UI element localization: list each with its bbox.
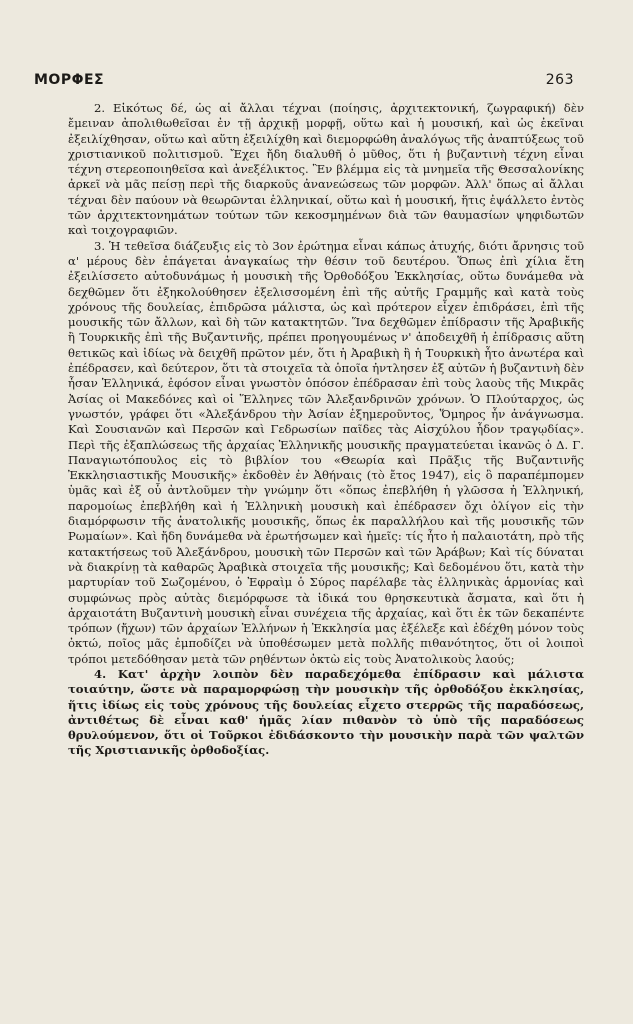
journal-title: ΜΟΡΦΕΣ: [34, 72, 105, 88]
running-header: [34, 72, 574, 88]
paragraph-3: 3. Ἡ τεθεῖσα διάζευξις εἰς τὸ 3ον ἐρώτημα εἶναι κάπως ἀτυχής, διότι ἄρνησις τοῦ α' μέρους δὲν ἐπάγεται ἀναγκαίως τὴν θέσιν τοῦ δευτέρου. Ὅπως ἐπὶ χίλια ἔτη ἐξειλίσσετο αὐτοδυνάμως ἡ μουσικὴ τῆς Ὀρθοδόξου Ἐκκλησίας, οὕτω δυνάμεθα νὰ δεχθῶμεν ὅτι ἐξηκολούθησεν ἐξελισσομένη ἐπὶ τῆς αὐτῆς Γραμμῆς καὶ κατὰ τοὺς χρόνους τῆς δουλείας, ἐπιδρῶσα μάλιστα, ὡς καὶ πρότερον εἶχεν ἐπιδράσει, ἐπὶ τῆς μουσικῆς τῶν ἄλλων, καὶ δὴ τῶν κατακτητῶν. Ἵνα δεχθῶμεν ἐπίδρασιν τῆς Ἀραβικῆς ἢ Τουρκικῆς ἐπὶ τῆς Βυζαντινῆς, πρέπει προηγουμένως ν' ἀποδειχθῆ ἡ ἐπίδρασις αὕτη θετικῶς καὶ ἰδίως νὰ δειχθῆ πρῶτον μέν, ὅτι ἡ Ἀραβικὴ ἢ ἡ Τουρκικὴ ἦτο ἀνωτέρα καὶ ἐπέδρασεν, καὶ δεύτερον, ὅτι τὰ στοιχεῖα τὰ ὁποῖα ἠντλησεν ἐξ αὐτῶν ἡ βυζαντινὴ δὲν ἦσαν Ἑλληνικά, ἐφόσον εἶναι γνωστὸν ὁπόσον ἐπέδρασαν ἐπὶ τοὺς λαοὺς τῆς Μικρᾶς Ἀσίας οἱ Μακεδόνες καὶ οἱ Ἕλληνες τῶν Ἀλεξανδρινῶν χρόνων. Ὁ Πλούταρχος, ὡς γνωστόν, γράφει ὅτι «Ἀλεξάνδρου τὴν Ἀσίαν ἐξημεροῦντος, Ὅμηρος ἦν ἀνάγνωσμα. Καὶ Σουσιανῶν καὶ Περσῶν καὶ Γεδρωσίων παῖδες τὰς Αἰσχύλου ἦδον τραγῳδίας». Περὶ τῆς ἐξαπλώσεως τῆς ἀρχαίας Ἑλληνικῆς μουσικῆς πραγματεύεται ἱκανῶς ὁ Δ. Γ. Παναγιωτόπουλος εἰς τὸ βιβλίον του «Θεωρία καὶ Πρᾶξις τῆς Βυζαντινῆς Ἐκκλησιαστικῆς Μουσικῆς» ἐκδοθὲν ἐν Ἀθήναις (τὸ ἔτος 1947), εἰς ὃ παραπέμπομεν ὑμᾶς καὶ ἐξ οὗ ἀντλοῦμεν τὴν γνώμην ὅτι «ὅπως ἐπεβλήθη ἡ γλῶσσα ἡ Ἑλληνική, παρομοίως ἐπεβλήθη καὶ ἡ Ἑλληνικὴ μουσικὴ καὶ ἐπέδρασεν ὄχι ὀλίγον εἰς τὴν διαμόρφωσιν τῆς ἀνατολικῆς μουσικῆς, ὅπως ἐκ παραλλήλου καὶ τῆς μουσικῆς τῶν Ρωμαίων». Καὶ ἤδη δυνάμεθα νὰ ἐρωτήσωμεν καὶ ἡμεῖς: τίς ἦτο ἡ παλαιοτάτη, πρὸ τῆς κατακτήσεως τοῦ Ἀλεξάνδρου, μουσικὴ τῶν Περσῶν καὶ τῶν Ἀράβων; Καὶ τίς δύναται νὰ διακρίνῃ τὰ καθαρῶς Ἀραβικὰ στοιχεῖα τῆς μουσικῆς; Καὶ δεδομένου ὅτι, κατὰ τὴν μαρτυρίαν τοῦ Σωζομένου, ὁ Ἐφραὶμ ὁ Σύρος παρέλαβε τὰς ἑλληνικὰς ἁρμονίας καὶ συμφώνως πρὸς αὐτὰς διεμόρφωσε τὰ ἰδικά του θρησκευτικὰ ἄσματα, καὶ ὅτι ἡ ἀρχαιοτάτη Βυζαντινὴ μουσικὴ εἶναι συνέχεια τῆς ἀρχαίας, καὶ ὅτι ἐκ τῶν δεκαπέντε τρόπων (ἤχων) τῶν ἀρχαίων Ἑλλήνων ἡ Ἐκκλησία μας ἐξέλεξε καὶ ἐδέχθη μόνον τοὺς ὀκτώ, ποῖος μᾶς ἐμποδίζει νὰ ὑποθέσωμεν μετὰ πολλῆς πιθανότητος, ὅτι οἱ λοιποὶ τρόποι μετεδόθησαν μετὰ τῶν ρηθέντων ὀκτὼ εἰς τοὺς Ἀνατολικοὺς λαούς;: [68, 238, 584, 666]
page-number: 263: [545, 72, 574, 88]
paragraph-4: 4. Κατ' ἀρχὴν λοιπὸν δὲν παραδεχόμεθα ἐπίδρασιν καὶ μάλιστα τοιαύτην, ὥστε νὰ παραμορφώσῃ τὴν μουσικὴν τῆς ὀρθοδόξου ἐκκλησίας, ἥτις ἰδίως εἰς τοὺς χρόνους τῆς δουλείας εἶχετο στερρῶς τῆς παραδόσεως, ἀντιθέτως δὲ εἶναι καθ' ἡμᾶς λίαν πιθανὸν τὸ ὑπὸ τῆς παραδόσεως θρυλούμενον, ὅτι οἱ Τοῦρκοι ἐδιδάσκοντο τὴν μουσικὴν παρὰ τῶν ψαλτῶν τῆς Χριστιανικῆς ὀρθοδοξίας.: [68, 666, 584, 758]
paragraph-2: 2. Εἰκότως δέ, ὡς αἱ ἄλλαι τέχναι (ποίησις, ἀρχιτεκτονική, ζωγραφική) δὲν ἔμειναν ἀπολιθωθεῖσαι ἐν τῇ ἀρχικῇ μορφῇ, οὕτω καὶ ἡ μουσική, καὶ ὡς ἐκεῖναι ἐξειλίχθησαν, οὕτω καὶ αὕτη ἐξειλίχθη καὶ διεμορφώθη ἀναλόγως τῆς ἀναπτύξεως τοῦ χριστιανικοῦ πολιτισμοῦ. Ἔχει ἤδη διαλυθῆ ὁ μῦθος, ὅτι ἡ βυζαντινὴ τέχνη εἶναι τέχνη στερεοποιηθεῖσα καὶ ἀνεξέλικτος. Ἓν βλέμμα εἰς τὰ μνημεῖα τῆς Θεσσαλονίκης ἀρκεῖ νὰ μᾶς πείσῃ περὶ τῆς διαρκοῦς ἀνανεώσεως τῶν μορφῶν. Ἀλλ' ὅπως αἱ ἄλλαι τέχναι δὲν παύουν νὰ θεωρῶνται ἑλληνικαί, οὕτω καὶ ἡ μουσική, ἥτις ἐψάλλετο ἐντὸς τῶν ἀρχιτεκτονημάτων τούτων τῶν κεκοσμημένων διὰ τῶν θαυμασίων ψηφιδωτῶν καὶ τοιχογραφιῶν.: [68, 101, 584, 238]
article-body: [68, 101, 584, 759]
